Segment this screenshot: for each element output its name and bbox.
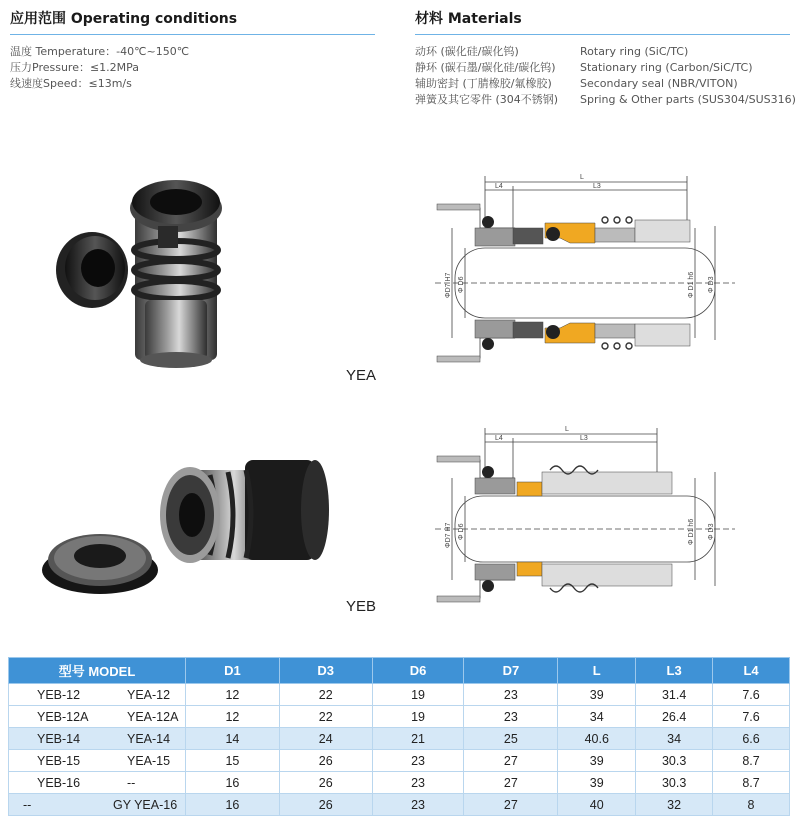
model-yeb: YEB-14 [37,731,81,746]
cell-d6: 23 [372,750,464,772]
yeb-dim-l3: L3 [580,435,588,442]
yea-dim-l3: L3 [593,183,601,190]
cell-d7: 27 [464,794,558,816]
model-yea: -- [127,775,136,790]
col-d6: D6 [372,658,464,684]
conditions-title: 应用范围 Operating conditions [10,11,238,27]
cell-d7: 27 [464,772,558,794]
model-yeb: YEB-15 [37,753,81,768]
cell-l3: 26.4 [636,706,713,728]
yea-seal-photo [50,150,250,375]
col-l4: L4 [713,658,790,684]
model-yea: YEA-12A [127,709,179,724]
cell-d3: 22 [279,706,372,728]
model-yea: YEA-15 [127,753,171,768]
cell-l4: 7.6 [713,706,790,728]
cell-d7: 27 [464,750,558,772]
model-yea: GY YEA-16 [113,797,178,812]
model-yea: YEA-12 [127,687,171,702]
yea-dim-l4: L4 [495,183,503,190]
model-yeb: YEB-12 [37,687,81,702]
cell-l: 40.6 [558,728,636,750]
table-row [9,706,790,728]
cell-l: 39 [558,750,636,772]
yeb-dim-l: L [565,426,569,433]
materials-title: 材料 Materials [415,11,522,27]
cell-d1: 16 [185,794,279,816]
condition-speed: 线速度Speed：≤13m/s [10,77,132,90]
condition-temperature: 温度 Temperature：-40℃~150℃ [10,45,190,58]
cell-d3: 26 [279,794,372,816]
yeb-dim-d3: Φ D3 [708,523,715,540]
model-cell [9,750,186,772]
cell-d1: 15 [185,750,279,772]
model-yeb: YEB-12A [37,709,89,724]
table-row [9,684,790,706]
col-l: L [558,658,636,684]
model-cell [9,684,186,706]
spec-table [8,657,790,816]
cell-d1: 16 [185,772,279,794]
material-spring-en: Spring & Other parts (SUS304/SUS316) [580,93,796,106]
material-spring-zh: 弹簧及其它零件 (304不锈钢) [415,93,559,106]
cell-d6: 19 [372,684,464,706]
cell-d7: 25 [464,728,558,750]
cell-l3: 30.3 [636,750,713,772]
col-d3: D3 [279,658,372,684]
materials-en-list [580,44,796,108]
cell-d1: 12 [185,706,279,728]
material-secondary-zh: 辅助密封 (丁腈橡胶/氟橡胶) [415,77,552,90]
yea-dim-d7: ΦD7 H7 [445,272,452,298]
materials-zh-list [415,44,558,108]
model-yea: YEA-14 [127,731,171,746]
yea-dim-d3: Φ D3 [708,276,715,293]
table-row [9,728,790,750]
model-yeb: -- [23,797,32,812]
cell-d6: 23 [372,794,464,816]
model-cell [9,728,186,750]
cell-l4: 8 [713,794,790,816]
yeb-seal-photo [40,450,340,600]
material-secondary-en: Secondary seal (NBR/VITON) [580,77,738,90]
condition-pressure: 压力Pressure：≤1.2MPa [10,61,140,74]
cell-l4: 7.6 [713,684,790,706]
cell-d3: 24 [279,728,372,750]
material-stationary-en: Stationary ring (Carbon/SiC/TC) [580,61,753,74]
cell-l4: 6.6 [713,728,790,750]
cell-l3: 31.4 [636,684,713,706]
cell-d7: 23 [464,684,558,706]
cell-l: 40 [558,794,636,816]
cell-l: 39 [558,684,636,706]
table-row [9,750,790,772]
yeb-dim-l4: L4 [495,435,503,442]
cell-d1: 14 [185,728,279,750]
yea-dim-l: L [580,174,584,181]
model-cell [9,794,186,816]
table-row [9,772,790,794]
cell-l3: 34 [636,728,713,750]
col-d1: D1 [185,658,279,684]
col-l3: L3 [636,658,713,684]
cell-d6: 19 [372,706,464,728]
cell-d3: 22 [279,684,372,706]
cell-d3: 26 [279,772,372,794]
spec-header-row [9,658,790,684]
cell-l: 39 [558,772,636,794]
col-d7: D7 [464,658,558,684]
yeb-label: YEB [346,598,377,615]
material-stationary-zh: 静环 (碳石墨/碳化硅/碳化钨) [415,61,556,74]
materials-rule [415,34,790,35]
cell-d1: 12 [185,684,279,706]
model-cell [9,772,186,794]
conditions-rule [10,34,375,35]
cell-d7: 23 [464,706,558,728]
material-rotary-en: Rotary ring (SiC/TC) [580,45,689,58]
model-cell [9,706,186,728]
yeb-dim-d7: ΦD7 H7 [445,522,452,548]
cell-l3: 32 [636,794,713,816]
yea-dim-d1: Φ D1 h6 [688,271,695,298]
cell-l3: 30.3 [636,772,713,794]
yeb-dim-d1: Φ D1 h6 [688,518,695,545]
conditions-list [10,44,189,92]
yea-section-drawing [425,168,745,373]
cell-d3: 26 [279,750,372,772]
yea-label: YEA [346,367,377,384]
cell-l: 34 [558,706,636,728]
col-model: 型号 MODEL [9,658,186,684]
model-yeb: YEB-16 [37,775,81,790]
cell-d6: 23 [372,772,464,794]
yeb-dim-d6: Φ D6 [458,523,465,540]
cell-l4: 8.7 [713,772,790,794]
yea-dim-d6: Φ D6 [458,276,465,293]
table-row [9,794,790,816]
cell-d6: 21 [372,728,464,750]
material-rotary-zh: 动环 (碳化硅/碳化钨) [415,45,519,58]
cell-l4: 8.7 [713,750,790,772]
yeb-section-drawing [425,420,745,605]
